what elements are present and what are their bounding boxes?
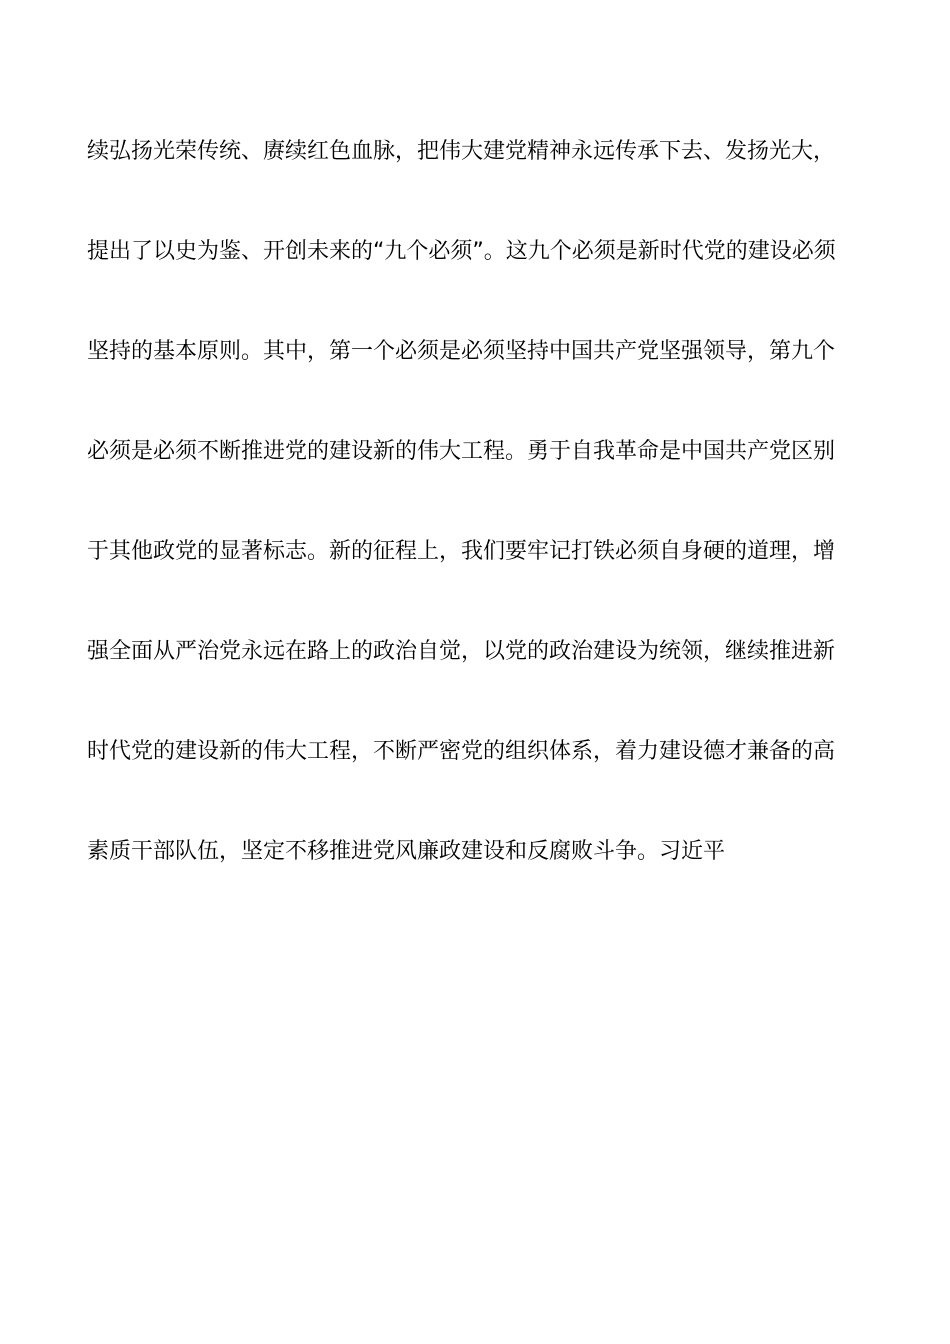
paragraph-line-1: 续弘扬光荣传统、赓续红色血脉，把伟大建党精神永远传承下去、发扬光大， xyxy=(87,139,836,164)
paragraph-line-8: 素质干部队伍，坚定不移推进党风廉政建设和反腐败斗争。习近平 xyxy=(87,839,726,864)
paragraph-line-6: 强全面从严治党永远在路上的政治自觉，以党的政治建设为统领，继续推进新 xyxy=(87,639,836,664)
paragraph-line-2: 提出了以史为鉴、开创未来的“九个必须”。这九个必须是新时代党的建设必须 xyxy=(87,239,836,264)
paragraph-line-4: 必须是必须不断推进党的建设新的伟大工程。勇于自我革命是中国共产党区别 xyxy=(87,439,836,464)
document-body-text xyxy=(87,128,857,928)
paragraph-line-7: 时代党的建设新的伟大工程，不断严密党的组织体系，着力建设德才兼备的高 xyxy=(87,739,836,764)
paragraph-line-5: 于其他政党的显著标志。新的征程上，我们要牢记打铁必须自身硬的道理，增 xyxy=(87,539,836,564)
paragraph-line-3: 坚持的基本原则。其中，第一个必须是必须坚持中国共产党坚强领导，第九个 xyxy=(87,339,836,364)
